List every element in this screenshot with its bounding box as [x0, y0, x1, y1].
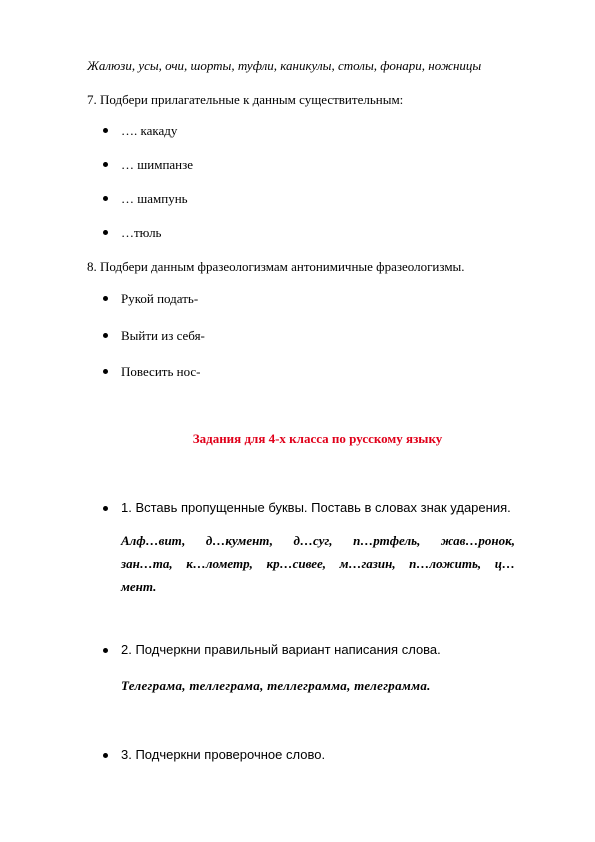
bullet-icon [103, 230, 108, 235]
bullet-icon [103, 196, 108, 201]
bullet-icon [103, 506, 108, 511]
section-title: Задания для 4-х класса по русскому языку [192, 431, 443, 446]
task7-title: 7. Подбери прилагательные к данным существительным: [87, 92, 404, 107]
ex1-words-line: мент. [121, 579, 157, 594]
task7-item: … шимпанзе [121, 157, 194, 172]
task8-item: Повесить нос- [121, 364, 201, 379]
ex1-title: 1. Вставь пропущенные буквы. Поставь в словах знак ударения. [121, 500, 511, 515]
ex3-title: 3. Подчеркни проверочное слово. [121, 747, 326, 762]
bullet-icon [103, 296, 108, 301]
bullet-icon [103, 369, 108, 374]
bullet-icon [103, 333, 108, 338]
word-list-line: Жалюзи, усы, очи, шорты, туфли, каникулы, столы, фонари, ножницы [87, 58, 482, 73]
task7-item: … шампунь [121, 191, 188, 206]
bullet-icon [103, 753, 108, 758]
task8-item: Выйти из себя- [121, 328, 205, 343]
task7-item: …тюль [121, 225, 162, 240]
ex1-words-line: Алф…вит, д…кумент, д…суг, п…ртфель, жав…ронок, [121, 533, 515, 548]
bullet-icon [103, 162, 108, 167]
bullet-icon [103, 128, 108, 133]
task8-title: 8. Подбери данным фразеологизмам антонимичные фразеологизмы. [87, 259, 465, 274]
task8-item: Рукой подать- [121, 291, 199, 306]
ex1-words-line: зан…та, к…лометр, кр…сивее, м…газин, п…ложить, ц… [121, 556, 515, 571]
task7-item: …. какаду [121, 123, 178, 138]
ex2-words: Телеграма, теллеграма, теллеграмма, телеграмма. [121, 678, 431, 693]
ex2-title: 2. Подчеркни правильный вариант написания слова. [121, 642, 441, 657]
bullet-icon [103, 648, 108, 653]
